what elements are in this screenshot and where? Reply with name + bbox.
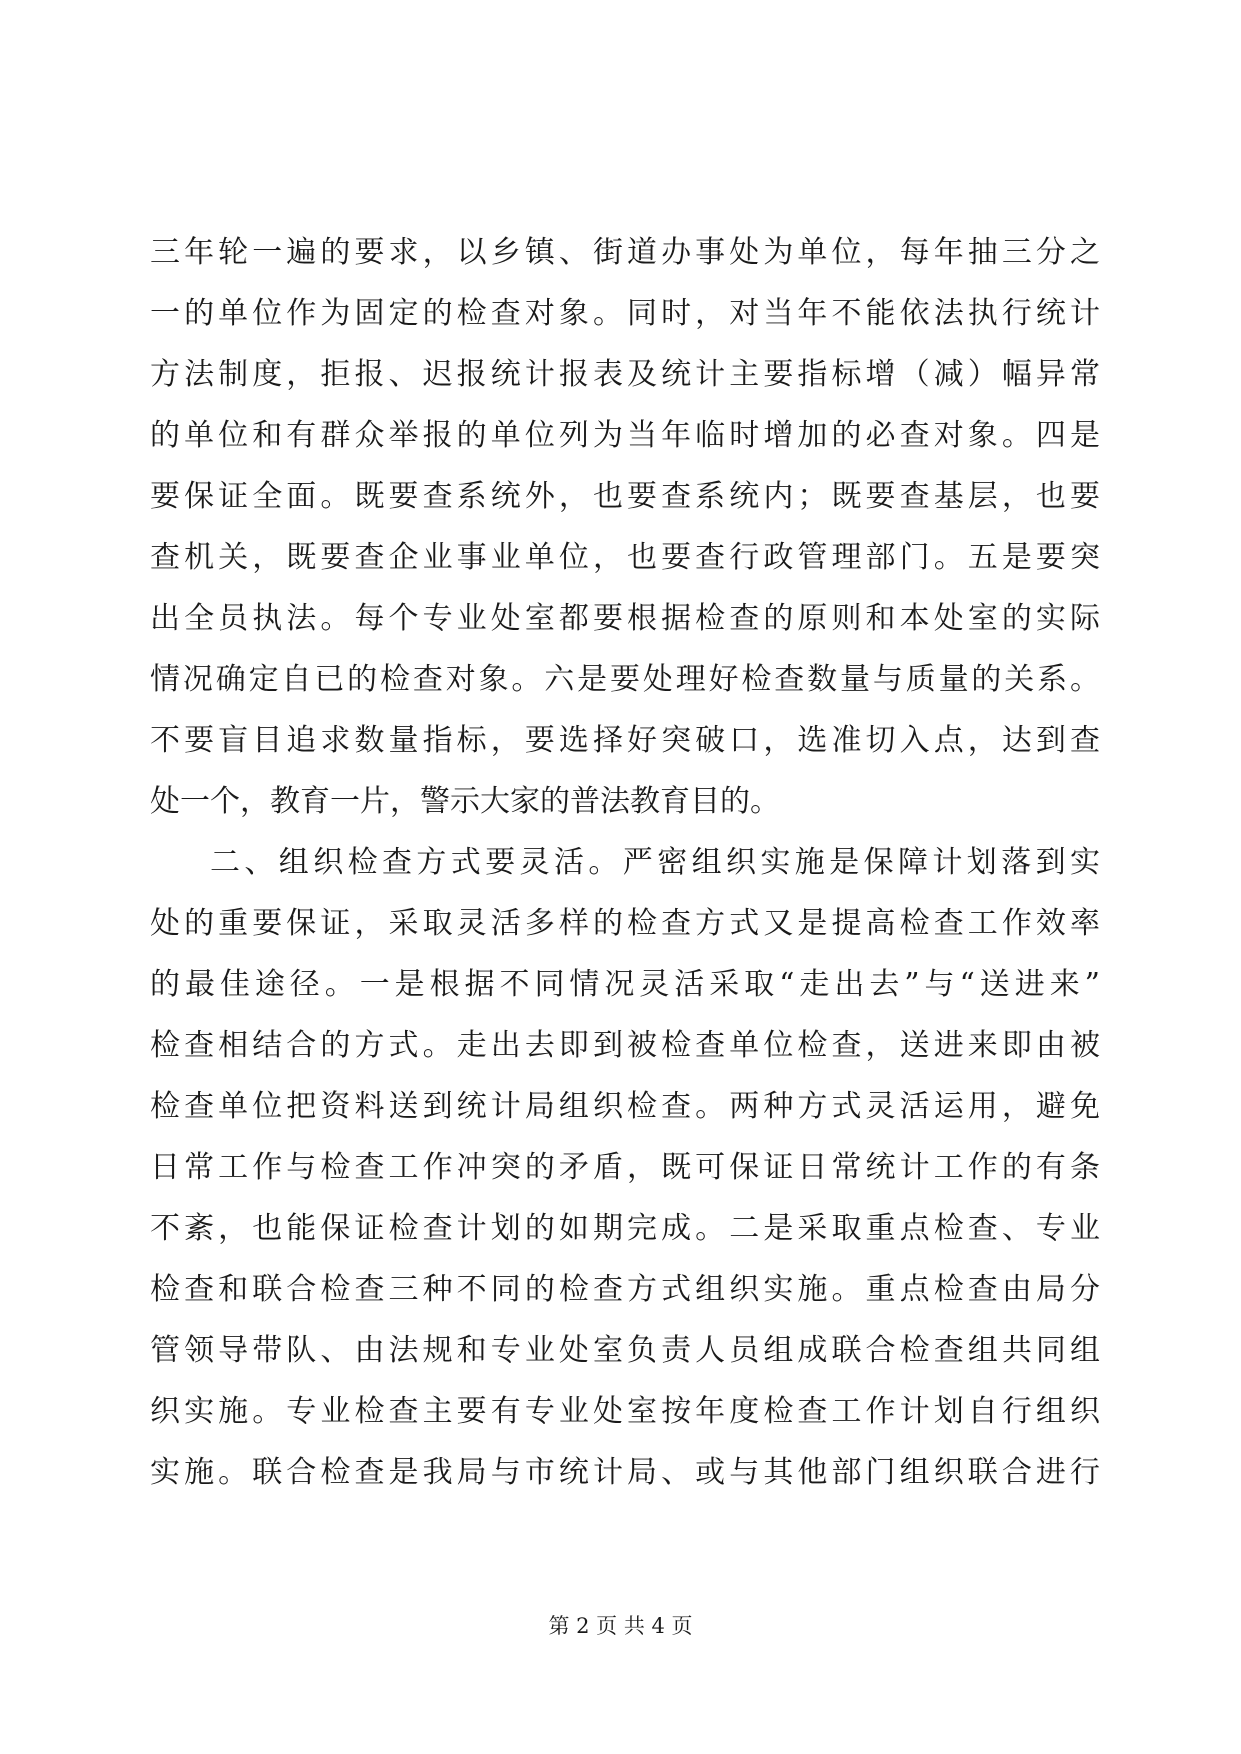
body-text-line: 检查和联合检查三种不同的检查方式组织实施。重点检查由局分 <box>150 1272 1100 1307</box>
paragraph-first-line: 二、组织检查方式要灵活。严密组织实施是保障计划落到实 <box>210 845 1100 880</box>
body-text-line: 处一个，教育一片，警示大家的普法教育目的。 <box>150 784 780 819</box>
body-text-line: 不要盲目追求数量指标，要选择好突破口，选准切入点，达到查 <box>150 723 1100 758</box>
body-text-line: 一的单位作为固定的检查对象。同时，对当年不能依法执行统计 <box>150 296 1100 331</box>
body-text-line: 不紊，也能保证检查计划的如期完成。二是采取重点检查、专业 <box>150 1211 1100 1246</box>
page-number-footer: 第 2 页 共 4 页 <box>548 1614 693 1638</box>
body-text-line: 的最佳途径。一是根据不同情况灵活采取“走出去”与“送进来” <box>150 967 1100 1002</box>
body-text-line: 日常工作与检查工作冲突的矛盾，既可保证日常统计工作的有条 <box>150 1150 1100 1185</box>
body-text-line: 管领导带队、由法规和专业处室负责人员组成联合检查组共同组 <box>150 1333 1100 1368</box>
body-text-line: 检查相结合的方式。走出去即到被检查单位检查，送进来即由被 <box>150 1028 1100 1063</box>
body-text-line: 织实施。专业检查主要有专业处室按年度检查工作计划自行组织 <box>150 1394 1100 1429</box>
body-text-line: 处的重要保证，采取灵活多样的检查方式又是提高检查工作效率 <box>150 906 1100 941</box>
body-text-line: 的单位和有群众举报的单位列为当年临时增加的必查对象。四是 <box>150 418 1100 453</box>
body-text-line: 查机关，既要查企业事业单位，也要查行政管理部门。五是要突 <box>150 540 1100 575</box>
body-text-line: 要保证全面。既要查系统外，也要查系统内；既要查基层，也要 <box>150 479 1100 514</box>
body-text-line: 实施。联合检查是我局与市统计局、或与其他部门组织联合进行 <box>150 1455 1100 1490</box>
body-text-line: 情况确定自已的检查对象。六是要处理好检查数量与质量的关系。 <box>150 662 1100 697</box>
body-text-line: 方法制度，拒报、迟报统计报表及统计主要指标增（减）幅异常 <box>150 357 1100 392</box>
body-text-line: 出全员执法。每个专业处室都要根据检查的原则和本处室的实际 <box>150 601 1100 636</box>
body-text-line: 三年轮一遍的要求，以乡镇、街道办事处为单位，每年抽三分之 <box>150 235 1100 270</box>
body-text-line: 检查单位把资料送到统计局组织检查。两种方式灵活运用，避免 <box>150 1089 1100 1124</box>
